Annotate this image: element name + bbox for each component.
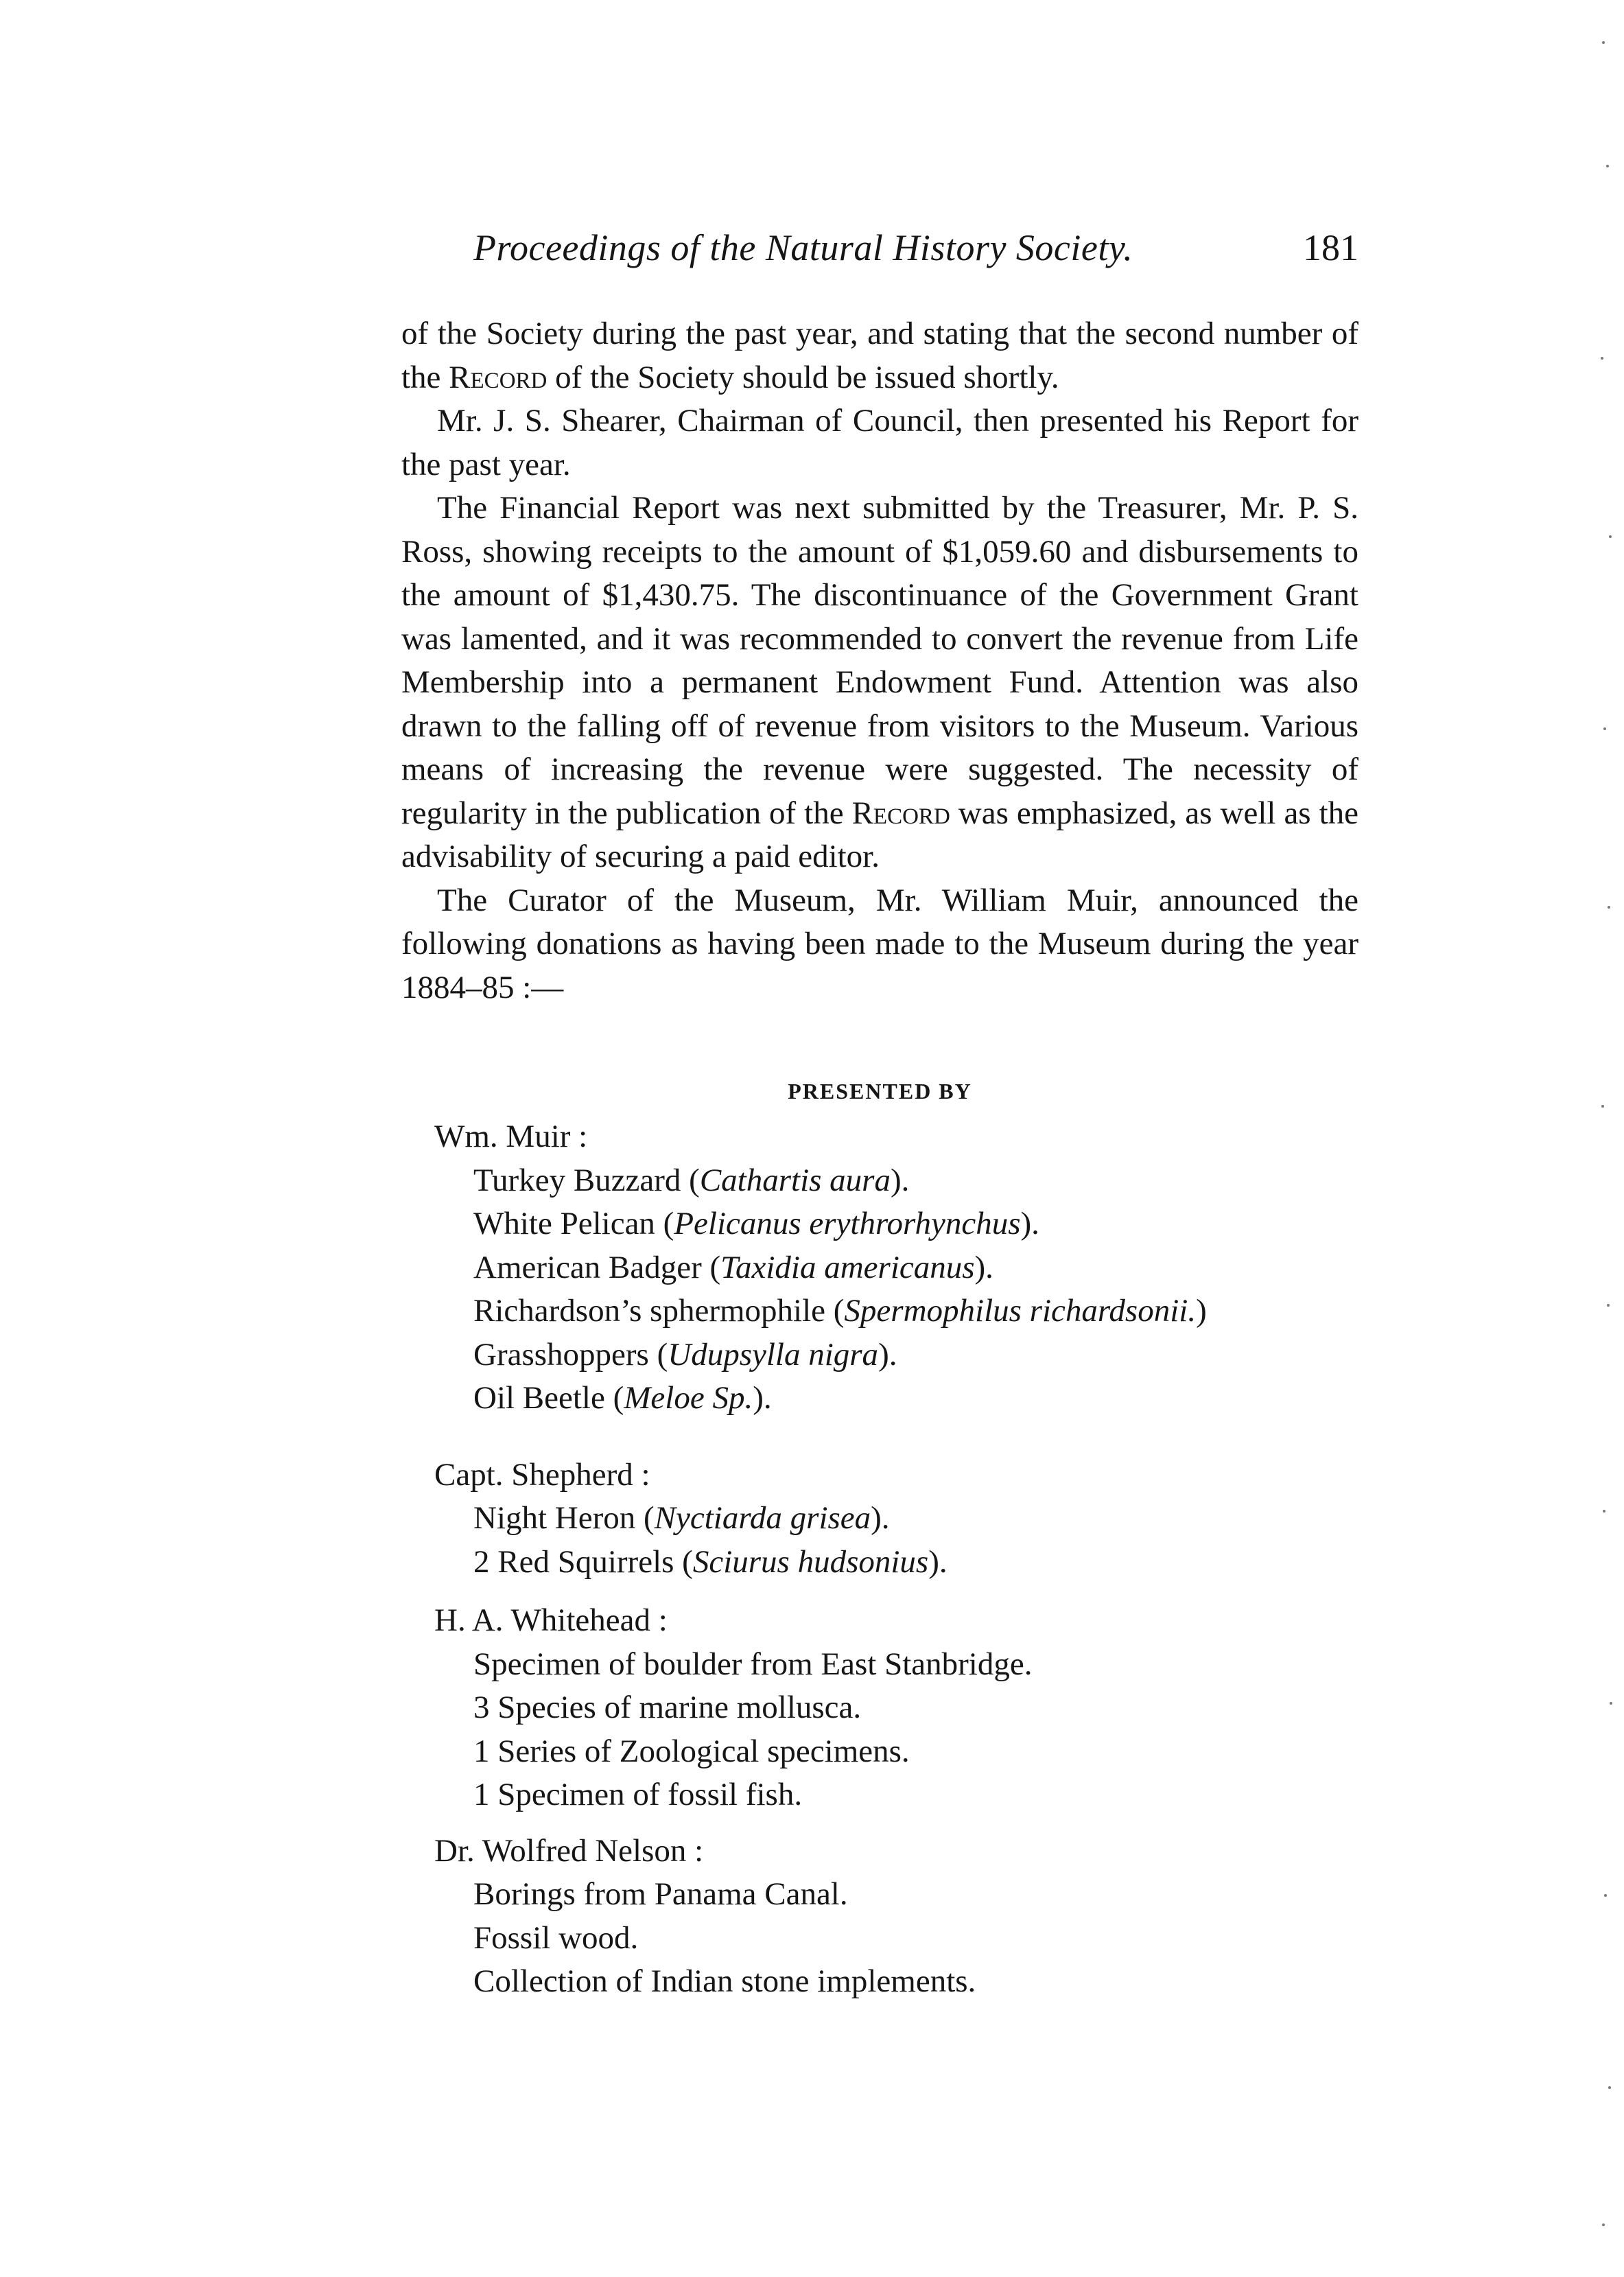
paragraph-1-text-b: of the Society should be issued shortly.: [547, 359, 1059, 395]
punctuation: ): [1196, 1293, 1207, 1329]
common-name: Night Heron (: [473, 1500, 655, 1536]
paragraph-1: [401, 312, 1358, 399]
latin-name: Sciurus hudsonius: [692, 1543, 929, 1580]
presented-by-heading: PRESENTED BY: [788, 1079, 972, 1104]
punctuation: ).: [1020, 1206, 1039, 1241]
speck: [1602, 2223, 1605, 2226]
paragraph-3-text-a: The Financial Report was next submitted by the Treasurer, Mr. P. S. Ross, showing receipts to the amount of $1,059.60 and disbursements to the amount of $1,430.75. The discontinuance of the Government Grant was lamented, and it was recommended to convert the revenue from Life Membership into a permanent Endowment Fund. Attention was also drawn to the falling off of revenue from visitors to the Museum. Various means of increasing the revenue were suggested. The necessity of regularity in the publication of the: [401, 490, 1358, 831]
paragraph-3: [401, 487, 1358, 879]
common-name: Grasshoppers (: [473, 1336, 668, 1373]
latin-name: Pelicanus erythrorhynchus: [674, 1206, 1021, 1241]
donation-item: 3 Species of marine mollusca.: [473, 1690, 862, 1725]
donor-group: [401, 1115, 1358, 1421]
donation-item: 1 Series of Zoological specimens.: [473, 1733, 910, 1769]
donations-list: [401, 1115, 1358, 2004]
donation-item: [401, 1333, 1358, 1377]
common-name: White Pelican (: [473, 1206, 674, 1241]
donation-item: [401, 1377, 1358, 1421]
donor-group: [401, 1453, 1358, 1585]
speck: [1603, 727, 1606, 730]
donor-group: [401, 1830, 1358, 2004]
donation-item: 1 Specimen of fossil fish.: [473, 1777, 803, 1812]
donation-item: Collection of Indian stone implements.: [473, 1963, 976, 1999]
speck: [1606, 165, 1609, 167]
latin-name: Taxidia americanus: [720, 1249, 975, 1285]
speck: [1608, 2086, 1611, 2089]
punctuation: ).: [974, 1249, 993, 1285]
punctuation: ).: [890, 1162, 910, 1198]
record-title: Record: [449, 359, 548, 395]
donation-item: [401, 1289, 1358, 1333]
paragraph-3-text-b: was emphasized, as well as the advisability of securing a paid editor.: [401, 795, 1358, 874]
spacer: [401, 1817, 1358, 1830]
speck: [1609, 535, 1612, 538]
donation-item: [401, 1202, 1358, 1246]
latin-name: Udupsylla nigra: [668, 1336, 879, 1373]
donation-item: Borings from Panama Canal.: [473, 1876, 848, 1912]
record-title: Record: [851, 795, 950, 831]
paragraph-4: The Curator of the Museum, Mr. William Muir, announced the following donations as having been made to the Museum during the year 1884–85 :—: [401, 882, 1358, 1005]
spacer: [401, 1421, 1358, 1453]
punctuation: ).: [753, 1380, 772, 1416]
paragraph-1-text-a: of the Society during the past year, and stating that the second number of the: [401, 316, 1358, 395]
donation-item: [401, 1497, 1358, 1541]
running-title: Proceedings of the Natural History Society.: [473, 227, 1133, 268]
speck: [1603, 1510, 1605, 1513]
latin-name: Cathartis aura: [699, 1162, 891, 1198]
punctuation: ).: [871, 1500, 890, 1536]
page-header: [473, 226, 1358, 288]
latin-name: Spermophilus richardsonii.: [844, 1293, 1197, 1329]
common-name: Turkey Buzzard (: [473, 1162, 700, 1198]
page-number: 181: [1303, 227, 1358, 268]
common-name: Oil Beetle (: [473, 1380, 624, 1416]
latin-name: Meloe Sp.: [624, 1380, 753, 1416]
common-name: American Badger (: [473, 1249, 721, 1285]
body-text: [401, 312, 1358, 1009]
common-name: Richardson’s sphermophile (: [473, 1293, 845, 1329]
donation-item: [401, 1159, 1358, 1203]
latin-name: Nyctiarda grisea: [654, 1500, 871, 1536]
paragraph-2: Mr. J. S. Shearer, Chairman of Council, then presented his Report for the past year.: [401, 403, 1358, 482]
punctuation: ).: [878, 1336, 897, 1373]
speck: [1610, 1702, 1612, 1705]
donor-name: Capt. Shepherd :: [434, 1456, 650, 1493]
speck: [1608, 906, 1610, 909]
donation-item: Fossil wood.: [473, 1919, 639, 1956]
speck: [1601, 1105, 1604, 1108]
speck: [1604, 1894, 1607, 1897]
common-name: 2 Red Squirrels (: [473, 1543, 693, 1580]
donation-item: [401, 1541, 1358, 1585]
donor-group: [401, 1599, 1358, 1817]
speck: [1602, 41, 1605, 44]
punctuation: ).: [928, 1543, 948, 1580]
donor-name: H. A. Whitehead :: [434, 1602, 668, 1638]
spacer: [401, 1584, 1358, 1599]
scan-edge-noise: [1597, 0, 1620, 2277]
donor-name: Wm. Muir :: [434, 1119, 588, 1154]
donor-name: Dr. Wolfred Nelson :: [434, 1832, 704, 1869]
speck: [1607, 1304, 1610, 1307]
speck: [1601, 357, 1603, 360]
donation-item: [401, 1246, 1358, 1290]
donation-item: Specimen of boulder from East Stanbridge.: [473, 1646, 1033, 1682]
